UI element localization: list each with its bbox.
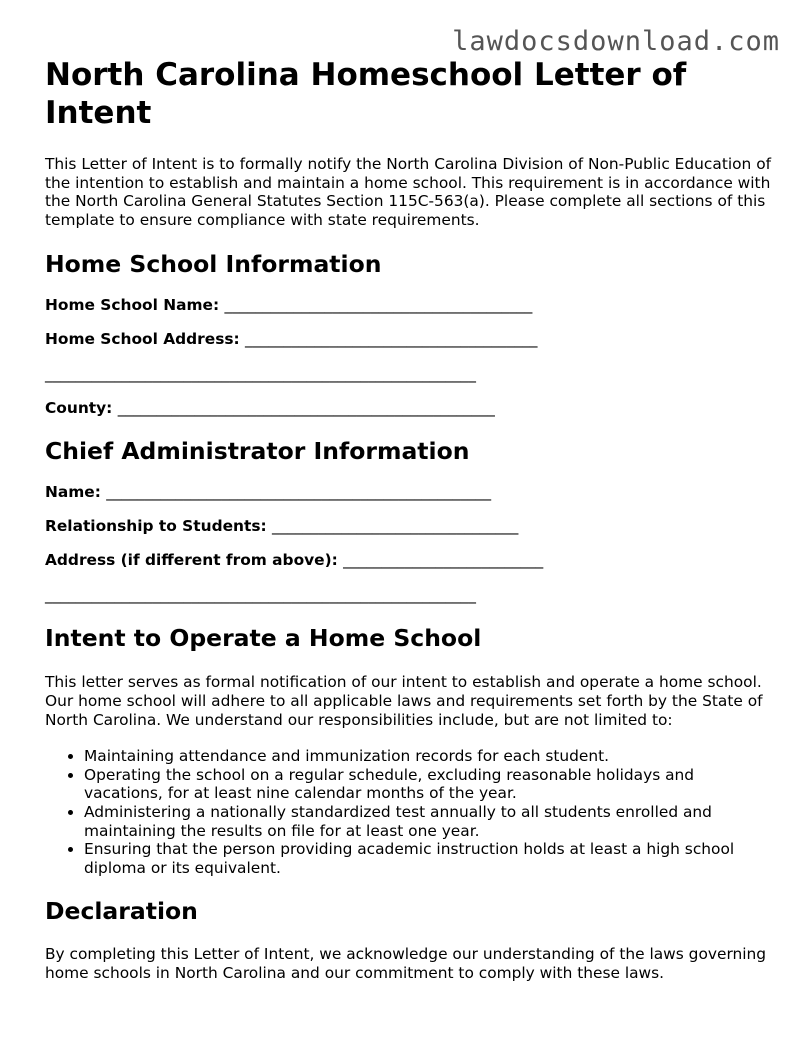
county-blank[interactable]: _________________________________________________: [117, 399, 495, 418]
list-item: • Ensuring that the person providing academic instruction holds at least a high school diploma or its equivalent.: [84, 840, 775, 877]
responsibilities-list: [45, 747, 775, 877]
chief-admin-heading: Chief Administrator Information: [45, 437, 470, 466]
list-item: • Operating the school on a regular schedule, excluding reasonable holidays and vacations, for at least nine calendar months of the year.: [84, 766, 775, 803]
relationship-label: Relationship to Students:: [45, 517, 267, 536]
admin-address-blank[interactable]: __________________________: [343, 551, 544, 570]
admin-address-line2-blank[interactable]: ________________________________________________________: [45, 586, 476, 605]
intent-paragraph: This letter serves as formal notification of our intent to establish and operate a home school. Our home school will adhere to all applicable laws and requirements set forth by the State of North Carolina. We understand our responsibilities include, but are not limited to:: [45, 673, 763, 729]
intro-paragraph: This Letter of Intent is to formally notify the North Carolina Division of Non-Public Education of the intention to establish and maintain a home school. This requirement is in accordance with the North Carolina General Statutes Section 115C-563(a). Please complete all sections of this template to ensure compliance with state requirements.: [45, 155, 772, 229]
home-school-name-label: Home School Name:: [45, 296, 220, 315]
admin-address-label: Address (if different from above):: [45, 551, 338, 570]
list-item: • Maintaining attendance and immunization records for each student.: [84, 747, 775, 766]
home-school-address-label: Home School Address:: [45, 330, 240, 349]
home-school-address-blank[interactable]: ______________________________________: [245, 330, 538, 349]
list-item: • Administering a nationally standardized test annually to all students enrolled and maintaining the results on file for at least one year.: [84, 803, 775, 840]
county-label: County:: [45, 399, 113, 418]
admin-address-field[interactable]: [45, 551, 775, 569]
home-school-address-field[interactable]: [45, 330, 775, 348]
intent-heading: Intent to Operate a Home School: [45, 624, 482, 653]
declaration-paragraph: By completing this Letter of Intent, we acknowledge our understanding of the laws governing home schools in North Carolina and our commitment to comply with these laws.: [45, 945, 767, 982]
relationship-blank[interactable]: ________________________________: [272, 517, 519, 536]
home-school-address-line2-blank[interactable]: ________________________________________________________: [45, 365, 476, 384]
admin-name-label: Name:: [45, 483, 101, 502]
home-school-name-blank[interactable]: ________________________________________: [224, 296, 533, 315]
admin-address-line2[interactable]: [45, 586, 775, 604]
home-school-name-field[interactable]: [45, 296, 775, 314]
declaration-heading: Declaration: [45, 897, 198, 926]
home-school-heading: Home School Information: [45, 250, 382, 279]
admin-name-field[interactable]: [45, 483, 775, 501]
admin-name-blank[interactable]: __________________________________________________: [106, 483, 492, 502]
page-title: North Carolina Homeschool Letter of Intent: [45, 57, 687, 131]
relationship-field[interactable]: [45, 517, 775, 535]
home-school-address-line2[interactable]: [45, 365, 775, 383]
watermark: lawdocsdownload.com: [452, 26, 780, 57]
county-field[interactable]: [45, 399, 775, 417]
document-page: [45, 56, 775, 983]
